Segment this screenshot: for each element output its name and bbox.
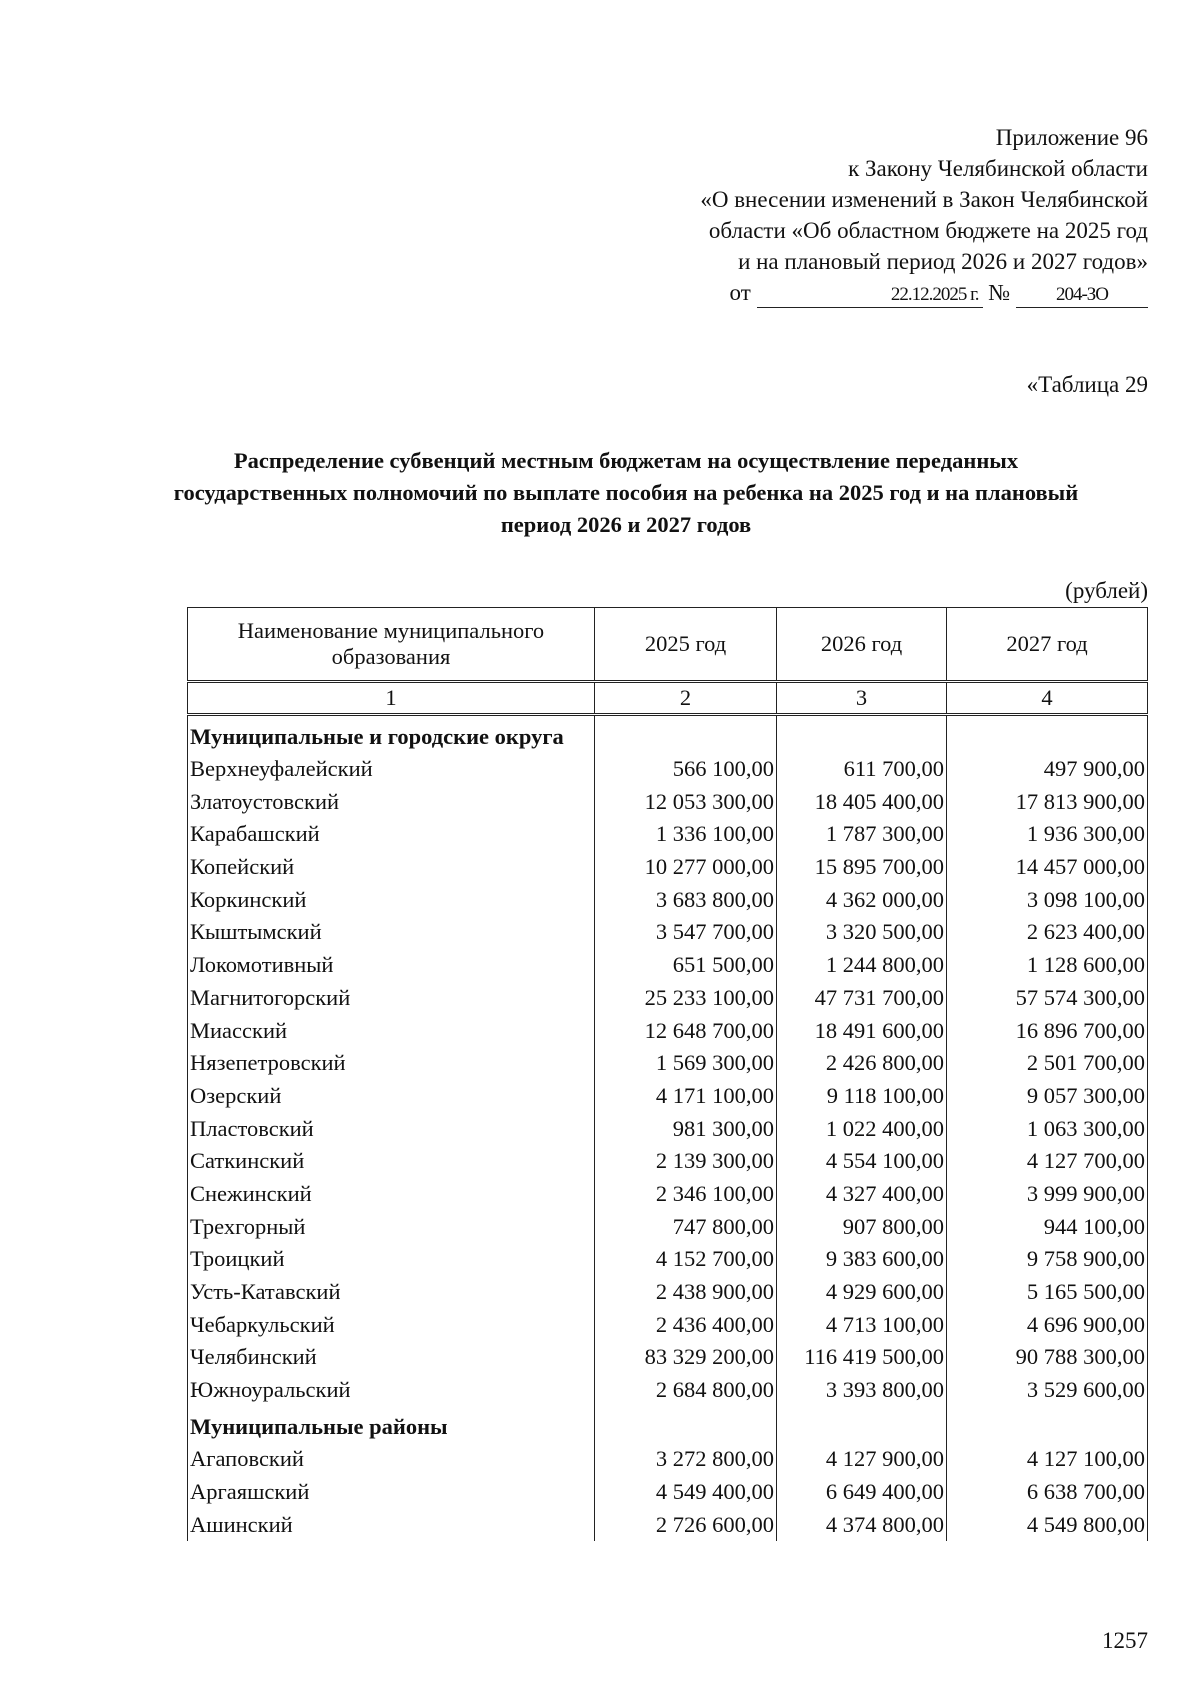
municipality-name: Коркинский — [188, 883, 595, 916]
table-row — [188, 1145, 1148, 1178]
municipality-name: Снежинский — [188, 1178, 595, 1211]
amount-cell: 497 900,00 — [947, 753, 1148, 786]
table-row — [188, 982, 1148, 1015]
table-row — [188, 851, 1148, 884]
empty-cell — [595, 715, 777, 753]
column-header: Наименование муниципального образования — [188, 608, 595, 682]
amount-cell: 2 438 900,00 — [595, 1276, 777, 1309]
municipality-name: Карабашский — [188, 818, 595, 851]
annex-line: «О внесении изменений в Закон Челябинской — [700, 187, 1148, 212]
amount-cell: 4 549 800,00 — [947, 1509, 1148, 1542]
amount-cell: 907 800,00 — [777, 1210, 947, 1243]
municipality-name: Аргаяшский — [188, 1476, 595, 1509]
amount-cell: 4 171 100,00 — [595, 1080, 777, 1113]
amount-cell: 3 683 800,00 — [595, 883, 777, 916]
annex-line: и на плановый период 2026 и 2027 годов» — [738, 249, 1148, 274]
amount-cell: 1 569 300,00 — [595, 1047, 777, 1080]
empty-cell — [777, 1406, 947, 1443]
amount-cell: 90 788 300,00 — [947, 1341, 1148, 1374]
amount-cell: 2 426 800,00 — [777, 1047, 947, 1080]
table-row — [188, 753, 1148, 786]
column-number: 1 — [188, 682, 595, 715]
amount-cell: 4 549 400,00 — [595, 1476, 777, 1509]
amount-cell: 2 436 400,00 — [595, 1308, 777, 1341]
municipality-name: Южноуральский — [188, 1374, 595, 1407]
amount-cell: 566 100,00 — [595, 753, 777, 786]
table-row — [188, 1476, 1148, 1509]
amount-cell: 611 700,00 — [777, 753, 947, 786]
amount-cell: 3 529 600,00 — [947, 1374, 1148, 1407]
amount-cell: 47 731 700,00 — [777, 982, 947, 1015]
section-row — [188, 1406, 1148, 1443]
municipality-name: Миасский — [188, 1014, 595, 1047]
municipality-name: Ашинский — [188, 1509, 595, 1542]
amount-cell: 25 233 100,00 — [595, 982, 777, 1015]
amount-cell: 3 393 800,00 — [777, 1374, 947, 1407]
amount-cell: 14 457 000,00 — [947, 851, 1148, 884]
number-label: № — [988, 280, 1011, 305]
amount-cell: 3 320 500,00 — [777, 916, 947, 949]
amount-cell: 116 419 500,00 — [777, 1341, 947, 1374]
section-title: Муниципальные и городские округа — [188, 715, 595, 753]
section-row — [188, 715, 1148, 753]
empty-cell — [947, 1406, 1148, 1443]
table-row — [188, 818, 1148, 851]
column-number: 3 — [777, 682, 947, 715]
table-row — [188, 1014, 1148, 1047]
law-number: 204-ЗО — [1016, 283, 1148, 308]
table-row — [188, 1243, 1148, 1276]
amount-cell: 4 152 700,00 — [595, 1243, 777, 1276]
amount-cell: 4 362 000,00 — [777, 883, 947, 916]
table-row — [188, 1112, 1148, 1145]
amount-cell: 10 277 000,00 — [595, 851, 777, 884]
amount-cell: 2 139 300,00 — [595, 1145, 777, 1178]
annex-date-line — [508, 277, 1148, 308]
empty-cell — [595, 1406, 777, 1443]
amount-cell: 981 300,00 — [595, 1112, 777, 1145]
amount-cell: 16 896 700,00 — [947, 1014, 1148, 1047]
annex-header — [508, 122, 1148, 308]
amount-cell: 4 554 100,00 — [777, 1145, 947, 1178]
from-label: от — [729, 280, 751, 305]
document-title: Распределение субвенций местным бюджетам на осуществление переданных государственных полномочий по выплате пособия на ребенка на 2025 год и на плановый период 2026 и 2027 годов — [173, 448, 1079, 537]
amount-cell: 2 346 100,00 — [595, 1178, 777, 1211]
amount-cell: 1 244 800,00 — [777, 949, 947, 982]
amount-cell: 9 118 100,00 — [777, 1080, 947, 1113]
municipality-name: Златоустовский — [188, 785, 595, 818]
amount-cell: 9 383 600,00 — [777, 1243, 947, 1276]
column-number: 4 — [947, 682, 1148, 715]
amount-cell: 3 098 100,00 — [947, 883, 1148, 916]
column-header: 2026 год — [777, 608, 947, 682]
amount-cell: 2 623 400,00 — [947, 916, 1148, 949]
amount-cell: 4 713 100,00 — [777, 1308, 947, 1341]
amount-cell: 83 329 200,00 — [595, 1341, 777, 1374]
municipality-name: Усть-Катавский — [188, 1276, 595, 1309]
amount-cell: 9 057 300,00 — [947, 1080, 1148, 1113]
table-row — [188, 1047, 1148, 1080]
table-row — [188, 1276, 1148, 1309]
empty-cell — [777, 715, 947, 753]
municipality-name: Агаповский — [188, 1443, 595, 1476]
municipality-name: Кыштымский — [188, 916, 595, 949]
amount-cell: 1 936 300,00 — [947, 818, 1148, 851]
table-row — [188, 949, 1148, 982]
amount-cell: 2 726 600,00 — [595, 1509, 777, 1542]
table-row — [188, 1341, 1148, 1374]
municipality-name: Верхнеуфалейский — [188, 753, 595, 786]
amount-cell: 4 327 400,00 — [777, 1178, 947, 1211]
table-row — [188, 785, 1148, 818]
amount-cell: 4 929 600,00 — [777, 1276, 947, 1309]
amount-cell: 4 696 900,00 — [947, 1308, 1148, 1341]
annex-line: области «Об областном бюджете на 2025 год — [708, 218, 1148, 243]
amount-cell: 3 272 800,00 — [595, 1443, 777, 1476]
table-row — [188, 916, 1148, 949]
column-header: 2025 год — [595, 608, 777, 682]
municipality-name: Саткинский — [188, 1145, 595, 1178]
column-number-row — [188, 682, 1148, 715]
column-number: 2 — [595, 682, 777, 715]
amount-cell: 2 501 700,00 — [947, 1047, 1148, 1080]
amount-cell: 2 684 800,00 — [595, 1374, 777, 1407]
municipality-name: Троицкий — [188, 1243, 595, 1276]
amount-cell: 3 999 900,00 — [947, 1178, 1148, 1211]
amount-cell: 4 127 100,00 — [947, 1443, 1148, 1476]
table-row — [188, 1178, 1148, 1211]
amount-cell: 1 787 300,00 — [777, 818, 947, 851]
amount-cell: 1 336 100,00 — [595, 818, 777, 851]
table-header — [188, 608, 1148, 682]
municipality-name: Нязепетровский — [188, 1047, 595, 1080]
table-row — [188, 1443, 1148, 1476]
amount-cell: 944 100,00 — [947, 1210, 1148, 1243]
amount-cell: 57 574 300,00 — [947, 982, 1148, 1015]
table-row — [188, 1080, 1148, 1113]
amount-cell: 6 649 400,00 — [777, 1476, 947, 1509]
empty-cell — [947, 715, 1148, 753]
amount-cell: 18 491 600,00 — [777, 1014, 947, 1047]
table-label: «Таблица 29 — [1026, 372, 1148, 397]
amount-cell: 4 127 900,00 — [777, 1443, 947, 1476]
section-title: Муниципальные районы — [188, 1406, 595, 1443]
amount-cell: 5 165 500,00 — [947, 1276, 1148, 1309]
amount-cell: 1 063 300,00 — [947, 1112, 1148, 1145]
amount-cell: 12 053 300,00 — [595, 785, 777, 818]
column-header: 2027 год — [947, 608, 1148, 682]
amount-cell: 747 800,00 — [595, 1210, 777, 1243]
table-row — [188, 1374, 1148, 1407]
annex-line: Приложение 96 — [995, 125, 1148, 150]
municipality-name: Озерский — [188, 1080, 595, 1113]
table-row — [188, 1210, 1148, 1243]
amount-cell: 651 500,00 — [595, 949, 777, 982]
law-date: 22.12.2025 г. — [757, 283, 983, 308]
amount-cell: 4 127 700,00 — [947, 1145, 1148, 1178]
table-row — [188, 1509, 1148, 1542]
municipality-name: Магнитогорский — [188, 982, 595, 1015]
amount-cell: 3 547 700,00 — [595, 916, 777, 949]
amount-cell: 9 758 900,00 — [947, 1243, 1148, 1276]
amount-cell: 18 405 400,00 — [777, 785, 947, 818]
table-row — [188, 1308, 1148, 1341]
municipality-name: Пластовский — [188, 1112, 595, 1145]
page-number: 1257 — [1102, 1628, 1148, 1653]
subvention-table — [187, 607, 1148, 1541]
municipality-name: Локомотивный — [188, 949, 595, 982]
amount-cell: 17 813 900,00 — [947, 785, 1148, 818]
municipality-name: Трехгорный — [188, 1210, 595, 1243]
table-row — [188, 883, 1148, 916]
units-label: (рублей) — [1065, 578, 1148, 603]
amount-cell: 6 638 700,00 — [947, 1476, 1148, 1509]
amount-cell: 1 022 400,00 — [777, 1112, 947, 1145]
annex-line: к Закону Челябинской области — [848, 156, 1148, 181]
amount-cell: 4 374 800,00 — [777, 1509, 947, 1542]
amount-cell: 15 895 700,00 — [777, 851, 947, 884]
table-body — [188, 682, 1148, 1542]
municipality-name: Копейский — [188, 851, 595, 884]
municipality-name: Челябинский — [188, 1341, 595, 1374]
amount-cell: 1 128 600,00 — [947, 949, 1148, 982]
amount-cell: 12 648 700,00 — [595, 1014, 777, 1047]
municipality-name: Чебаркульский — [188, 1308, 595, 1341]
